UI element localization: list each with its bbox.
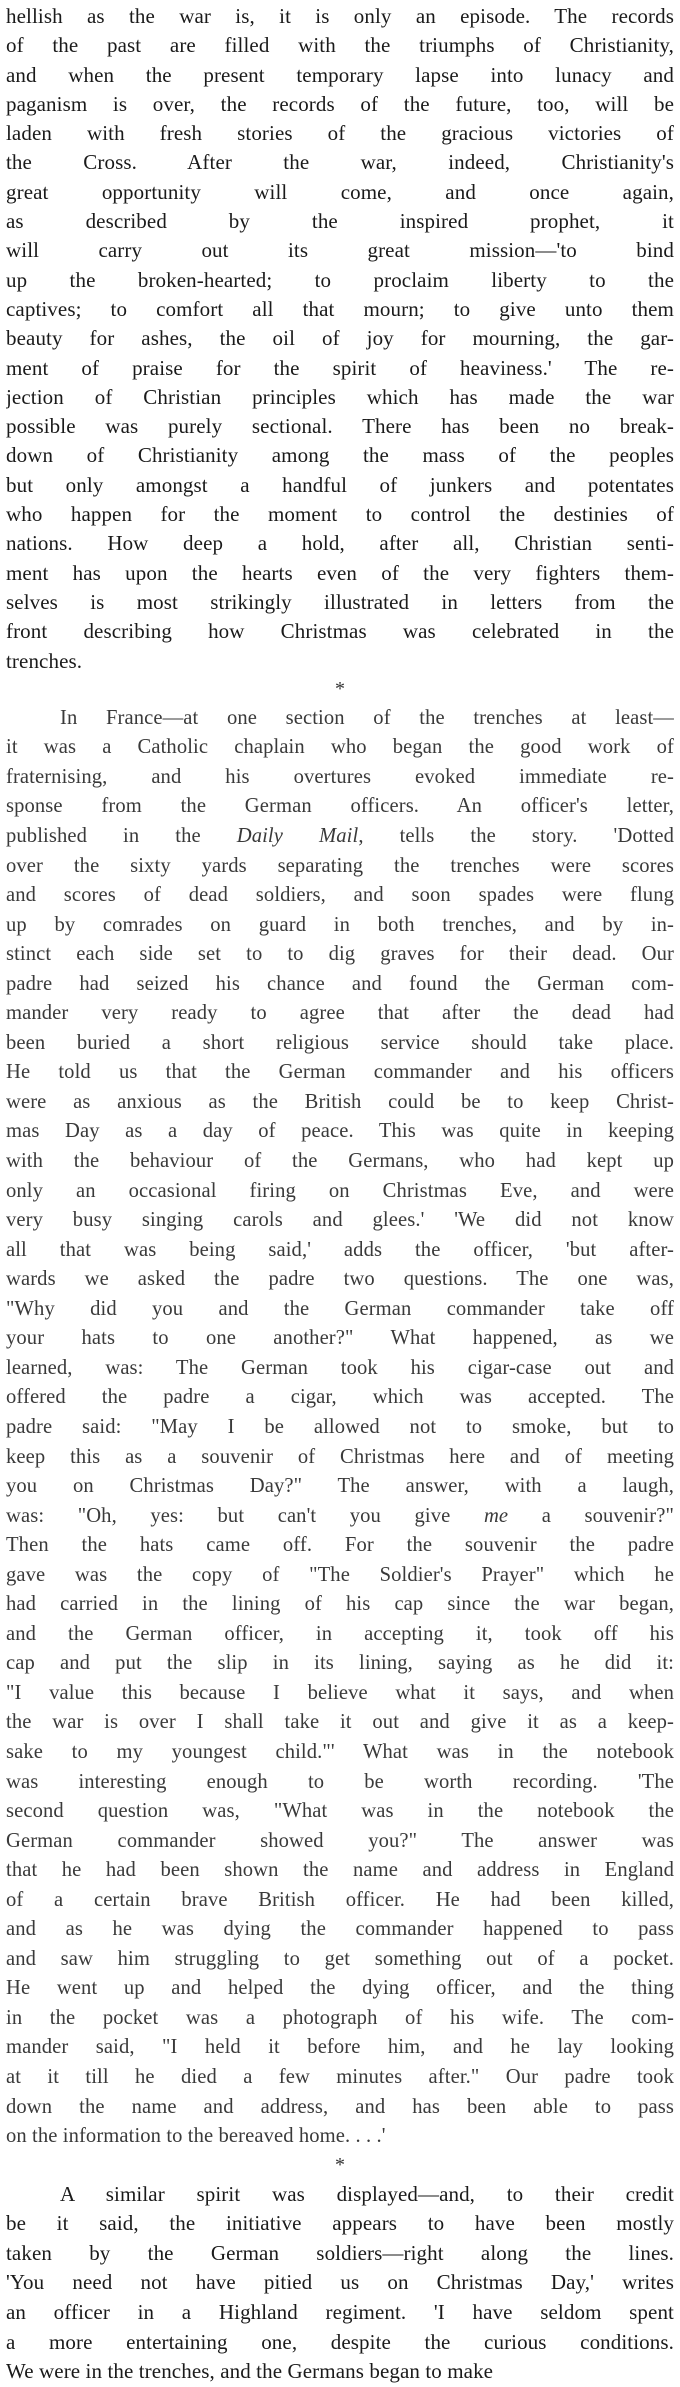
text-line: who happen for the moment to control the destinies of bbox=[6, 502, 674, 527]
text-line: second question was, "What was in the notebook the bbox=[6, 1800, 674, 1823]
text-line: only an occasional firing on Christmas Eve, and were bbox=[6, 1179, 674, 1202]
text-line: down the name and address, and has been able to pass bbox=[6, 2095, 674, 2118]
text-line: and as he was dying the commander happened to pass bbox=[6, 1918, 674, 1941]
text-line: nations. How deep a hold, after all, Christian senti- bbox=[6, 531, 674, 556]
text-line: mander said, "I held it before him, and he lay looking bbox=[6, 2036, 674, 2059]
text-line: keep this as a souvenir of Christmas here and of meeting bbox=[6, 1445, 674, 1468]
text-line: laden with fresh stories of the gracious victories of bbox=[6, 121, 674, 146]
text-line: mander very ready to agree that after the dead had bbox=[6, 1002, 674, 1025]
text-line: fraternising, and his overtures evoked immediate re- bbox=[6, 765, 674, 788]
text-line: it was a Catholic chaplain who began the good work of bbox=[6, 736, 674, 759]
text-line: but only amongst a handful of junkers and potentates bbox=[6, 472, 674, 497]
text-line: an officer in a Highland regiment. 'I have seldom spent bbox=[6, 2300, 674, 2324]
text-line: your hats to one another?" What happened, as we bbox=[6, 1327, 674, 1350]
text-line: of a certain brave British officer. He had been killed, bbox=[6, 1888, 674, 1911]
text-line: ment of praise for the spirit of heaviness.' The re- bbox=[6, 355, 674, 380]
text-line: We were in the trenches, and the Germans began to make bbox=[6, 2359, 494, 2384]
text-line: had carried in the lining of his cap since the war began, bbox=[6, 1593, 674, 1616]
text-line: as described by the inspired prophet, it bbox=[6, 209, 674, 234]
text-line: "Why did you and the German commander take off bbox=[6, 1297, 674, 1320]
text-line: was: "Oh, yes: but can't you give me a souvenir?" bbox=[6, 1504, 674, 1527]
text-line: stinct each side set to to dig graves for their dead. Our bbox=[6, 943, 674, 966]
text-line: on the information to the bereaved home. . . .' bbox=[6, 2125, 386, 2148]
text-line: down of Christianity among the mass of the peoples bbox=[6, 443, 674, 468]
text-line: Then the hats came off. For the souvenir the padre bbox=[6, 1534, 674, 1557]
text-line: and scores of dead soldiers, and soon spades were flung bbox=[6, 884, 674, 907]
text-line: front describing how Christmas was celebrated in the bbox=[6, 619, 674, 644]
text-line: sake to my youngest child."' What was in the notebook bbox=[6, 1740, 674, 1763]
text-line: possible was purely sectional. There has been no break- bbox=[6, 414, 674, 439]
text-line: ment has upon the hearts even of the very fighters them- bbox=[6, 560, 674, 585]
text-line: be it said, the initiative appears to have been mostly bbox=[6, 2211, 674, 2236]
text-line: cap and put the slip in its lining, saying as he did it: bbox=[6, 1652, 674, 1675]
text-line: very busy singing carols and glees.' 'We did not know bbox=[6, 1209, 674, 1232]
paragraph-1 bbox=[6, 2, 674, 676]
text-line: at it till he died a few minutes after." Our padre took bbox=[6, 2065, 674, 2088]
text-line: the Cross. After the war, indeed, Christianity's bbox=[6, 150, 674, 175]
text-line: German commander showed you?" The answer was bbox=[6, 1829, 674, 1852]
text-line: wards we asked the padre two questions. The one was, bbox=[6, 1268, 674, 1291]
text-line: padre said: "May I be allowed not to smoke, but to bbox=[6, 1415, 674, 1438]
text-line: you on Christmas Day?" The answer, with a laugh, bbox=[6, 1475, 674, 1498]
separator-asterisk-1: * bbox=[335, 677, 345, 700]
paragraph-3 bbox=[6, 2180, 674, 2387]
text-line: were as anxious as the British could be to keep Christ- bbox=[6, 1090, 674, 1113]
text-line: selves is most strikingly illustrated in letters from the bbox=[6, 589, 674, 614]
text-line: A similar spirit was displayed—and, to their credit bbox=[60, 2181, 674, 2206]
text-line: offered the padre a cigar, which was accepted. The bbox=[6, 1386, 674, 1409]
text-line: jection of Christian principles which has made the war bbox=[6, 384, 674, 409]
text-line: up by comrades on guard in both trenches, and by in- bbox=[6, 913, 674, 936]
text-line: learned, was: The German took his cigar-case out and bbox=[6, 1356, 674, 1379]
text-line: padre had seized his chance and found the German com- bbox=[6, 972, 674, 995]
text-line: trenches. bbox=[6, 648, 83, 673]
text-line: all that was being said,' adds the officer, 'but after- bbox=[6, 1238, 674, 1261]
text-line: up the broken-hearted; to proclaim liberty to the bbox=[6, 267, 674, 292]
text-line: a more entertaining one, despite the curious conditions. bbox=[6, 2329, 674, 2354]
text-line: gave was the copy of "The Soldier's Prayer" which he bbox=[6, 1563, 674, 1586]
text-line: the war is over I shall take it out and give it as a keep- bbox=[6, 1711, 674, 1734]
text-line: published in the Daily Mail, tells the story. 'Dotted bbox=[6, 825, 674, 848]
text-line: "I value this because I believe what it says, and when bbox=[6, 1681, 674, 1704]
text-line: great opportunity will come, and once again, bbox=[6, 179, 674, 204]
text-line: He went up and helped the dying officer, and the thing bbox=[6, 1977, 674, 2000]
text-line: beauty for ashes, the oil of joy for mourning, the gar- bbox=[6, 326, 674, 351]
text-line: In France—at one section of the trenches at least— bbox=[60, 706, 674, 729]
text-line: will carry out its great mission—'to bind bbox=[6, 238, 674, 263]
text-line: and when the present temporary lapse into lunacy and bbox=[6, 62, 674, 87]
text-line: 'You need not have pitied us on Christmas Day,' writes bbox=[6, 2270, 674, 2295]
text-line: paganism is over, the records of the future, too, will be bbox=[6, 91, 674, 116]
text-line: taken by the German soldiers—right along the lines. bbox=[6, 2240, 674, 2265]
text-line: that he had been shown the name and address in England bbox=[6, 1859, 674, 1882]
text-line: captives; to comfort all that mourn; to give unto them bbox=[6, 296, 674, 321]
text-line: sponse from the German officers. An officer's letter, bbox=[6, 795, 674, 818]
text-line: been buried a short religious service should take place. bbox=[6, 1031, 674, 1054]
text-line: of the past are filled with the triumphs of Christianity, bbox=[6, 33, 674, 58]
text-line: over the sixty yards separating the trenches were scores bbox=[6, 854, 674, 877]
text-line: with the behaviour of the Germans, who had kept up bbox=[6, 1150, 674, 1173]
text-line: mas Day as a day of peace. This was quite in keeping bbox=[6, 1120, 674, 1143]
text-line: and the German officer, in accepting it, took off his bbox=[6, 1622, 674, 1645]
paragraph-2 bbox=[6, 704, 674, 2152]
text-line: He told us that the German commander and his officers bbox=[6, 1061, 674, 1084]
text-line: hellish as the war is, it is only an episode. The records bbox=[6, 4, 674, 28]
text-line: in the pocket was a photograph of his wife. The com- bbox=[6, 2006, 674, 2029]
text-line: and saw him struggling to get something out of a pocket. bbox=[6, 1947, 674, 1970]
separator-asterisk-2: * bbox=[335, 2153, 345, 2176]
text-line: was interesting enough to be worth recording. 'The bbox=[6, 1770, 674, 1793]
